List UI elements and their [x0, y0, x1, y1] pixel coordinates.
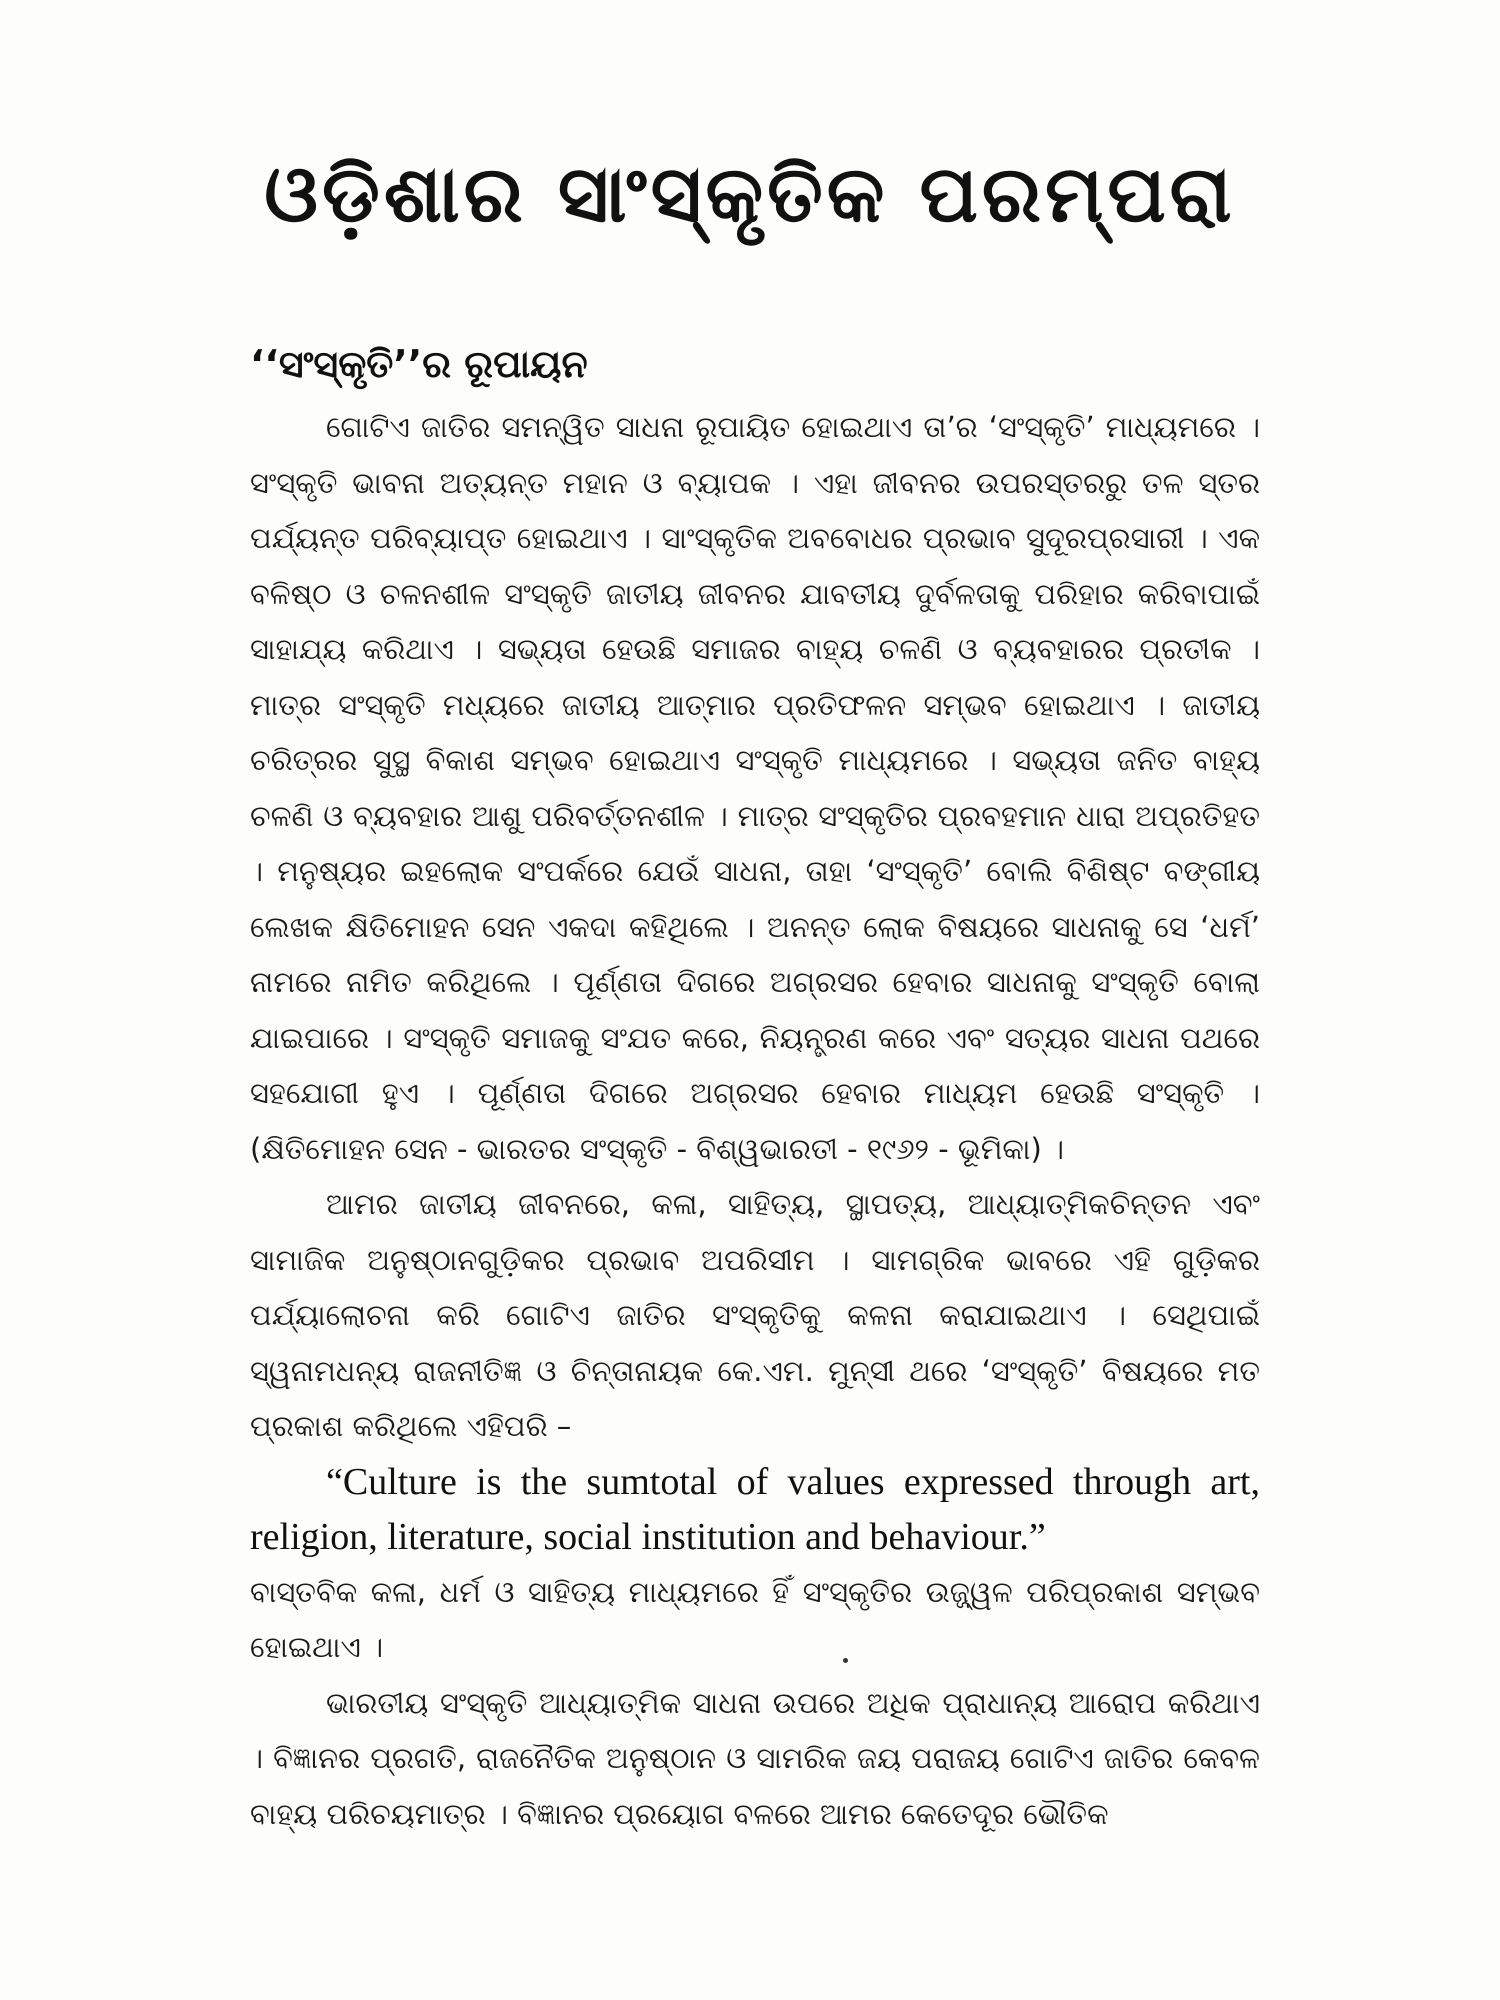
- section-heading: ‘‘ସଂସ୍କୃତି’’ର ରୂପାୟନ: [250, 342, 588, 386]
- paragraph-national-life: ଆମର ଜାତୀୟ ଜୀବନରେ, କଳା, ସାହିତ୍ୟ, ସ୍ଥାପତ୍ୟ, ଆଧ୍ୟାତ୍ମିକଚିନ୍ତନ ଏବଂ ସାମାଜିକ ଅନୁଷ୍ଠାନଗୁଡ଼ିକର ପ୍ରଭାବ ଅପରିସୀମ । ସାମଗ୍ରିକ ଭାବରେ ଏହି ଗୁଡ଼ିକର ପର୍ଯ୍ୟାଲୋଚନା କରି ଗୋଟିଏ ଜାତିର ସଂସ୍କୃତିକୁ କଳନା କରାଯାଇଥାଏ । ସେଥିପାଇଁ ସ୍ୱନାମଧନ୍ୟ ରାଜନୀତିଜ୍ଞ ଓ ଚିନ୍ତାନାୟକ କେ.ଏମ. ମୁନ୍‌ସୀ ଥରେ ‘ସଂସ୍କୃତି’ ବିଷୟରେ ମତ ପ୍ରକାଶ କରିଥିଲେ ଏହିପରି –: [250, 1187, 1260, 1443]
- body-text: [250, 400, 1260, 1842]
- paragraph-culture-definition: ଗୋଟିଏ ଜାତିର ସମନ୍ୱିତ ସାଧନା ରୂପାୟିତ ହୋଇଥାଏ ତା’ର ‘ସଂସ୍କୃତି’ ମାଧ୍ୟମରେ । ସଂସ୍କୃତି ଭାବନା ଅତ୍ୟନ୍ତ ମହାନ ଓ ବ୍ୟାପକ । ଏହା ଜୀବନର ଉପରସ୍ତରରୁ ତଳ ସ୍ତର ପର୍ଯ୍ୟନ୍ତ ପରିବ୍ୟାପ୍ତ ହୋଇଥାଏ । ସାଂସ୍କୃତିକ ଅବବୋଧର ପ୍ରଭାବ ସୁଦୂରପ୍ରସାରୀ । ଏକ ବଳିଷ୍ଠ ଓ ଚଳନଶୀଳ ସଂସ୍କୃତି ଜାତୀୟ ଜୀବନର ଯାବତୀୟ ଦୁର୍ବଳତାକୁ ପରିହାର କରିବାପାଇଁ ସାହାଯ୍ୟ କରିଥାଏ । ସଭ୍ୟତା ହେଉଛି ସମାଜର ବାହ୍ୟ ଚଳଣି ଓ ବ୍ୟବହାରର ପ୍ରତୀକ । ମାତ୍ର ସଂସ୍କୃତି ମଧ୍ୟରେ ଜାତୀୟ ଆତ୍ମାର ପ୍ରତିଫଳନ ସମ୍ଭବ ହୋଇଥାଏ । ଜାତୀୟ ଚରିତ୍ରର ସୁସ୍ଥ ବିକାଶ ସମ୍ଭବ ହୋଇଥାଏ ସଂସ୍କୃତି ମାଧ୍ୟମରେ । ସଭ୍ୟତା ଜନିତ ବାହ୍ୟ ଚଳଣି ଓ ବ୍ୟବହାର ଆଶୁ ପରିବର୍ତ୍ତନଶୀଳ । ମାତ୍ର ସଂସ୍କୃତିର ପ୍ରବହମାନ ଧାରା ଅପ୍ରତିହତ । ମନୁଷ୍ୟର ଇହଲୋକ ସଂପର୍କରେ ଯେଉଁ ସାଧନା, ତାହା ‘ସଂସ୍କୃତି’ ବୋଲି ବିଶିଷ୍ଟ ବଙ୍ଗୀୟ ଲେଖକ କ୍ଷିତିମୋହନ ସେନ ଏକଦା କହିଥିଲେ । ଅନନ୍ତ ଲୋକ ବିଷୟରେ ସାଧନାକୁ ସେ ‘ଧର୍ମ’ ନାମରେ ନାମିତ କରିଥିଲେ । ପୂର୍ଣ୍ଣତା ଦିଗରେ ଅଗ୍ରସର ହେବାର ସାଧନାକୁ ସଂସ୍କୃତି ବୋଲା ଯାଇପାରେ । ସଂସ୍କୃତି ସମାଜକୁ ସଂଯତ କରେ, ନିୟନ୍ତ୍ରଣ କରେ ଏବଂ ସତ୍ୟର ସାଧନା ପଥରେ ସହଯୋଗୀ ହୁଏ । ପୂର୍ଣ୍ଣତା ଦିଗରେ ଅଗ୍ରସର ହେବାର ମାଧ୍ୟମ ହେଉଛି ସଂସ୍କୃତି । (କ୍ଷିତିମୋହନ ସେନ - ଭାରତର ସଂସ୍କୃତି - ବିଶ୍ୱଭାରତୀ - ୧୯୬୨ - ଭୂମିକା) ।: [250, 410, 1260, 1166]
- page-title: ଓଡ଼ିଶାର ସାଂସ୍କୃତିକ ପରମ୍ପରା: [264, 150, 1236, 240]
- english-quote: “Culture is the sumtotal of values expressed through art, religion, literature, social institution and behaviour.”: [250, 1460, 1260, 1558]
- paragraph-after-quote: ବାସ୍ତବିକ କଳା, ଧର୍ମ ଓ ସାହିତ୍ୟ ମାଧ୍ୟମରେ ହିଁ ସଂସ୍କୃତିର ଉଜ୍ଜ୍ୱଳ ପରିପ୍ରକାଶ ସମ୍ଭବ ହୋଇଥାଏ ।: [250, 1574, 1260, 1664]
- paragraph-indian-culture: ଭାରତୀୟ ସଂସ୍କୃତି ଆଧ୍ୟାତ୍ମିକ ସାଧନା ଉପରେ ଅଧିକ ପ୍ରାଧାନ୍ୟ ଆରୋପ କରିଥାଏ । ବିଜ୍ଞାନର ପ୍ରଗତି, ରାଜନୈତିକ ଅନୁଷ୍ଠାନ ଓ ସାମରିକ ଜୟ ପରାଜୟ ଗୋଟିଏ ଜାତିର କେବଳ ବାହ୍ୟ ପରିଚୟମାତ୍ର । ବିଜ୍ଞାନର ପ୍ରୟୋଗ ବଳରେ ଆମର କେତେଦୂର ଭୌତିକ: [250, 1685, 1260, 1831]
- stray-mark: [843, 1658, 848, 1663]
